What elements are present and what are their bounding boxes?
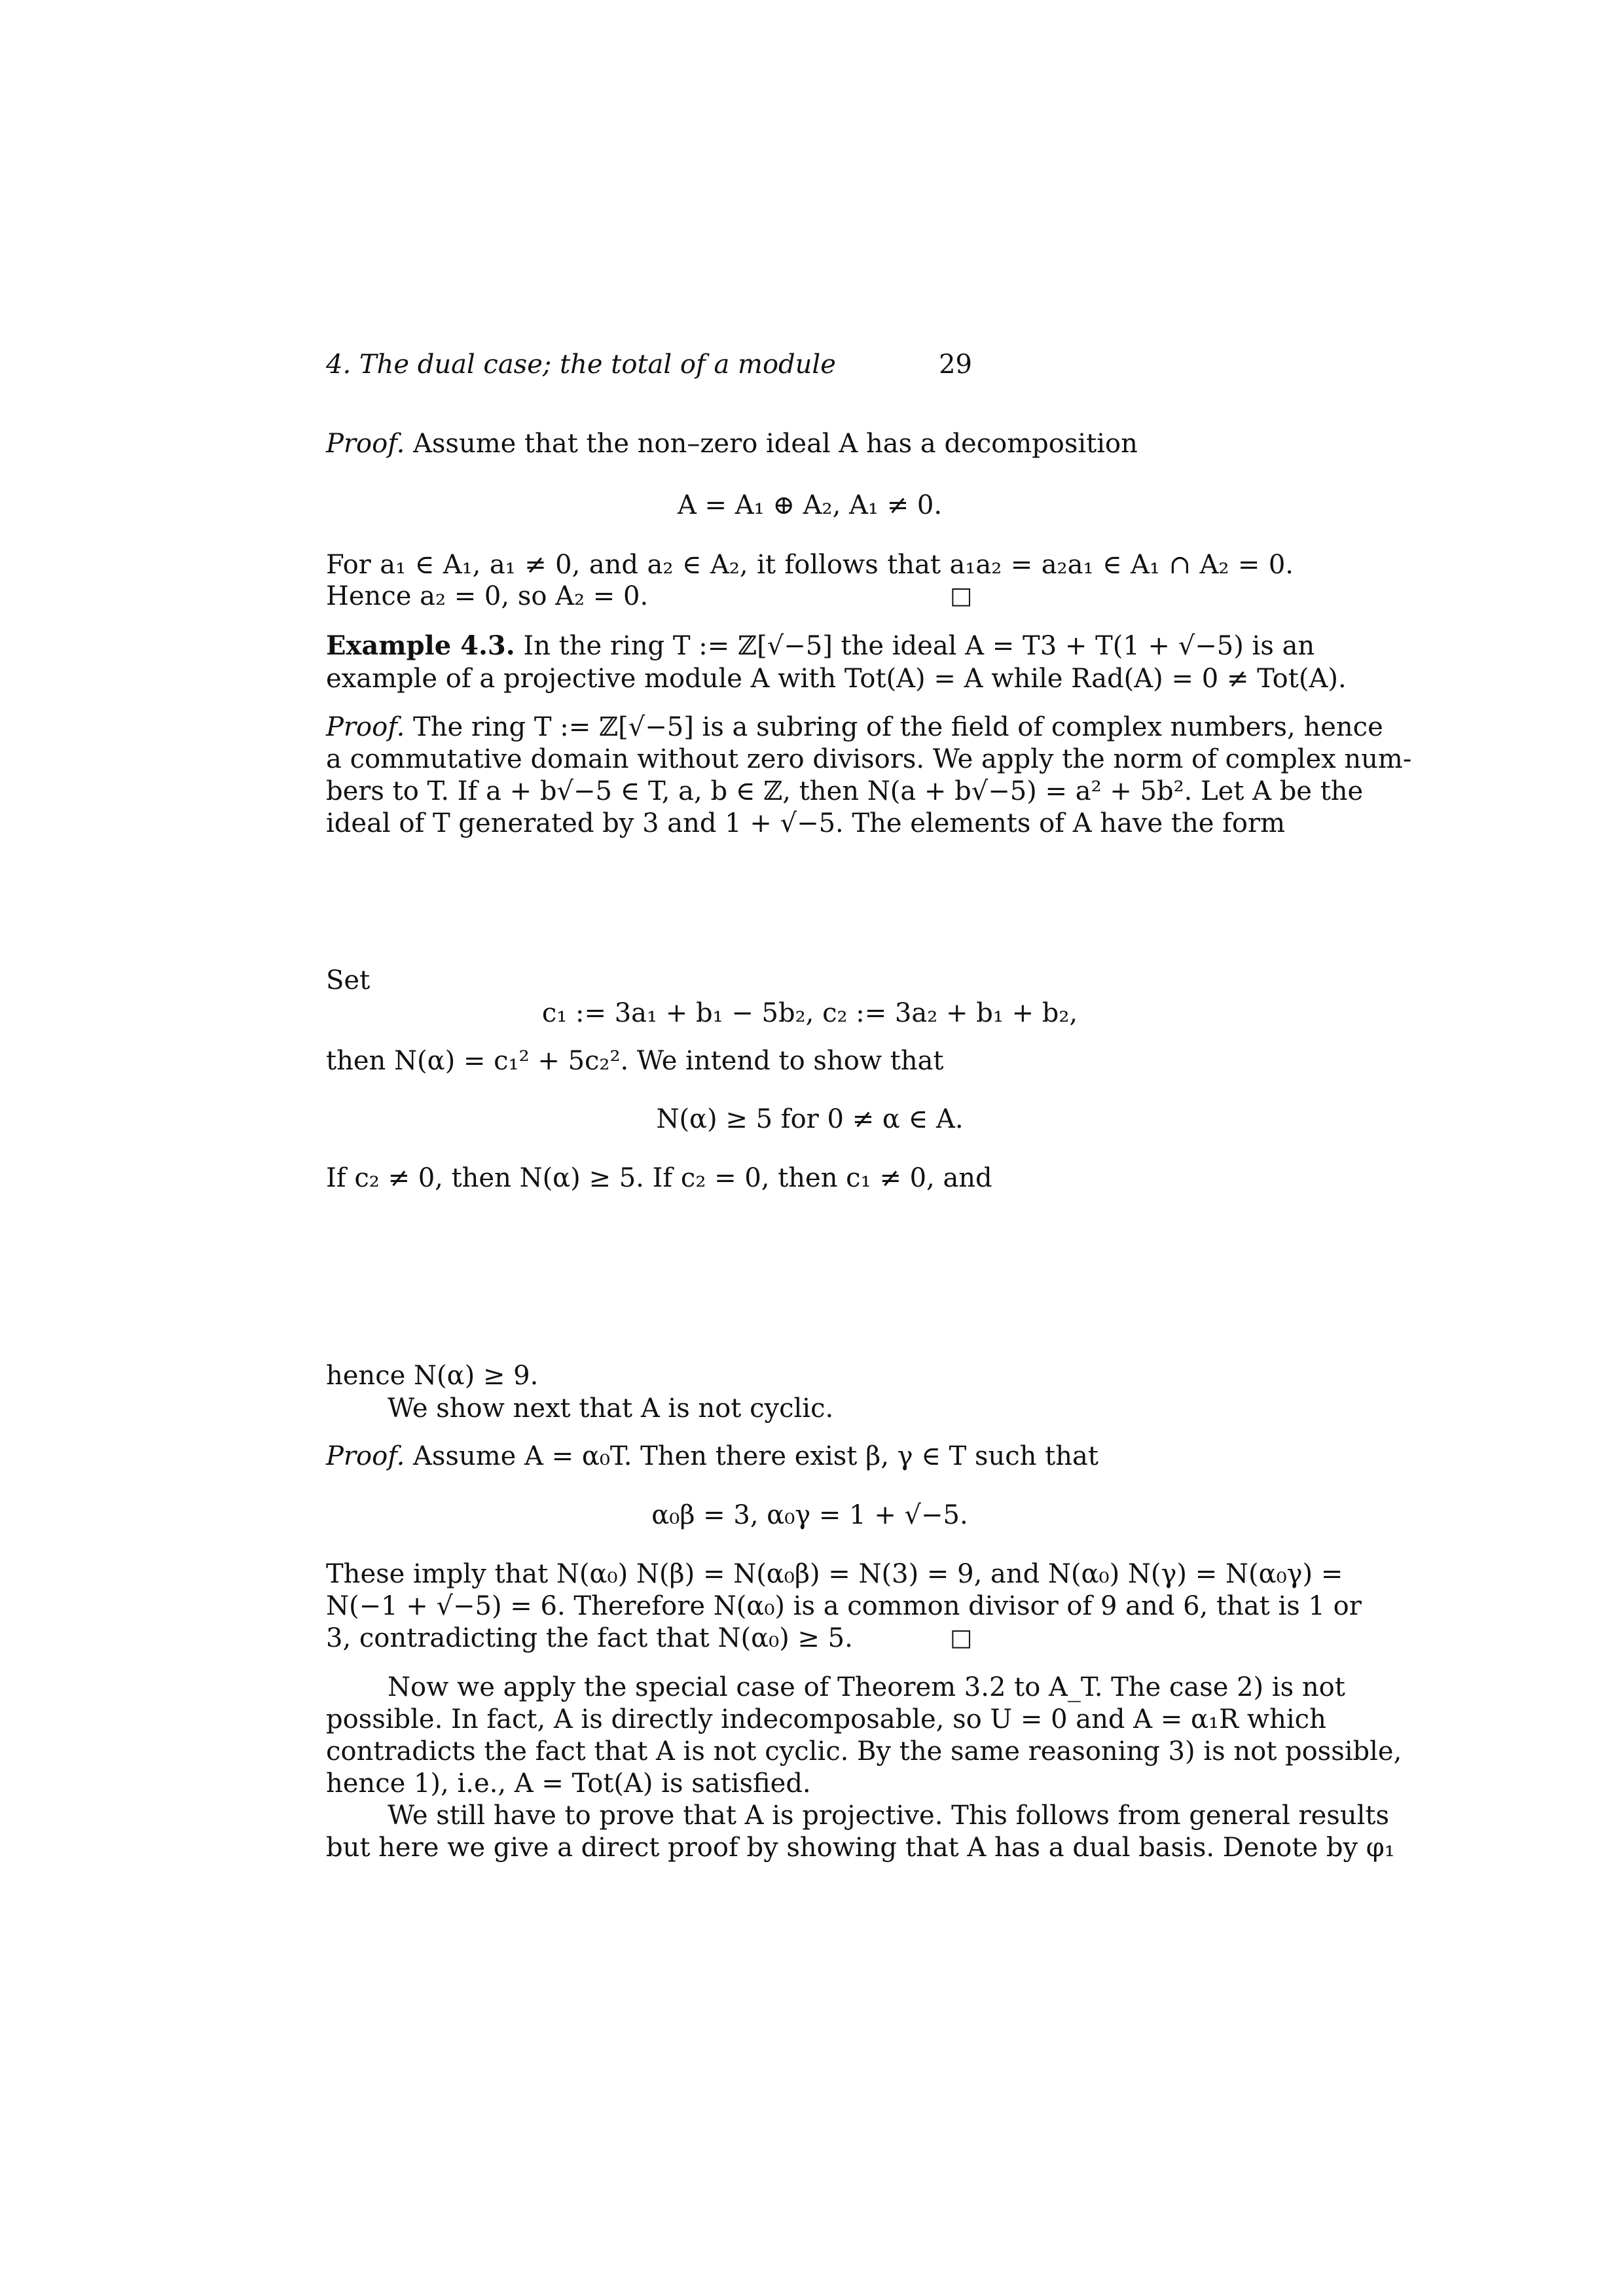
- c-definitions: c₁ := 3a₁ + b₁ − 5b₂, c₂ := 3a₂ + b₁ + b₂,: [541, 998, 1078, 1028]
- proof1-line3: [326, 580, 1294, 613]
- example-label: Example 4.3.: [326, 630, 515, 661]
- qed-symbol: □: [949, 583, 972, 609]
- proof1-line2: For a₁ ∈ A₁, a₁ ≠ 0, and a₂ ∈ A₂, it follows that a₁a₂ = a₂a₁ ∈ A₁ ∩ A₂ = 0.: [326, 550, 1294, 580]
- proof3-line1: [326, 1440, 1294, 1473]
- running-header: [326, 348, 1294, 381]
- proof3-text1: Assume A = α₀T. Then there exist β, γ ∈ T such that: [413, 1441, 1098, 1471]
- qed-symbol: □: [949, 1624, 972, 1651]
- alpha0-equations: α₀β = 3, α₀γ = 1 + √−5.: [651, 1500, 968, 1530]
- running-title: 4. The dual case; the total of a module: [326, 350, 836, 380]
- proof1-text: Assume that the non–zero ideal A has a decomposition: [413, 429, 1138, 459]
- proof3-line3: N(−1 + √−5) = 6. Therefore N(α₀) is a common divisor of 9 and 6, that is 1 or: [326, 1591, 1362, 1621]
- set-word: Set: [326, 965, 371, 996]
- proof-label: Proof.: [326, 429, 405, 459]
- hence-line: hence N(α) ≥ 9.: [326, 1361, 539, 1391]
- proof3-line4: [326, 1622, 1294, 1655]
- para2-line2: but here we give a direct proof by showing that A has a dual basis. Denote by φ₁: [326, 1833, 1395, 1863]
- proof1-line3-text: Hence a₂ = 0, so A₂ = 0.: [326, 581, 649, 611]
- para1-line4: hence 1), i.e., A = Tot(A) is satisfied.: [326, 1768, 811, 1799]
- para1-line2: possible. In fact, A is directly indecomposable, so U = 0 and A = α₁R which: [326, 1704, 1326, 1734]
- proof-label: Proof.: [326, 712, 405, 742]
- not-cyclic-line: We show next that A is not cyclic.: [388, 1393, 834, 1424]
- norm-formula-line: then N(α) = c₁² + 5c₂². We intend to show that: [326, 1046, 944, 1076]
- page-number: 29: [939, 350, 972, 380]
- norm-claim: N(α) ≥ 5 for 0 ≠ α ∈ A.: [656, 1104, 964, 1134]
- example-line1: [326, 630, 1315, 662]
- proof2-line4: ideal of T generated by 3 and 1 + √−5. The elements of A have the form: [326, 808, 1286, 838]
- proof1-line1: [326, 427, 1294, 460]
- para1-line3: contradicts the fact that A is not cyclic. By the same reasoning 3) is not possible,: [326, 1736, 1402, 1767]
- proof3-line4-text: 3, contradicting the fact that N(α₀) ≥ 5.: [326, 1623, 853, 1653]
- case-line: If c₂ ≠ 0, then N(α) ≥ 5. If c₂ = 0, then c₁ ≠ 0, and: [326, 1163, 992, 1193]
- proof3-line2: These imply that N(α₀) N(β) = N(α₀β) = N(3) = 9, and N(α₀) N(γ) = N(α₀γ) =: [326, 1559, 1343, 1589]
- proof2-line3: bers to T. If a + b√−5 ∈ T, a, b ∈ ℤ, then N(a + b√−5) = a² + 5b². Let A be the: [326, 776, 1364, 806]
- proof2-text1: The ring T := ℤ[√−5] is a subring of the field of complex numbers, hence: [413, 712, 1383, 742]
- proof2-line2: a commutative domain without zero divisors. We apply the norm of complex num-: [326, 744, 1412, 774]
- proof2-line1: [326, 711, 1383, 744]
- proof-label: Proof.: [326, 1441, 405, 1471]
- para2-line1: We still have to prove that A is projective. This follows from general results: [388, 1801, 1389, 1831]
- para1-line1: Now we apply the special case of Theorem 3.2 to A_T. The case 2) is not: [388, 1672, 1345, 1702]
- example-text1: In the ring T := ℤ[√−5] the ideal A = T3 + T(1 + √−5) is an: [523, 631, 1315, 661]
- example-line2: example of a projective module A with Tot(A) = A while Rad(A) = 0 ≠ Tot(A).: [326, 664, 1347, 694]
- decomposition-equation: A = A₁ ⊕ A₂, A₁ ≠ 0.: [677, 490, 943, 520]
